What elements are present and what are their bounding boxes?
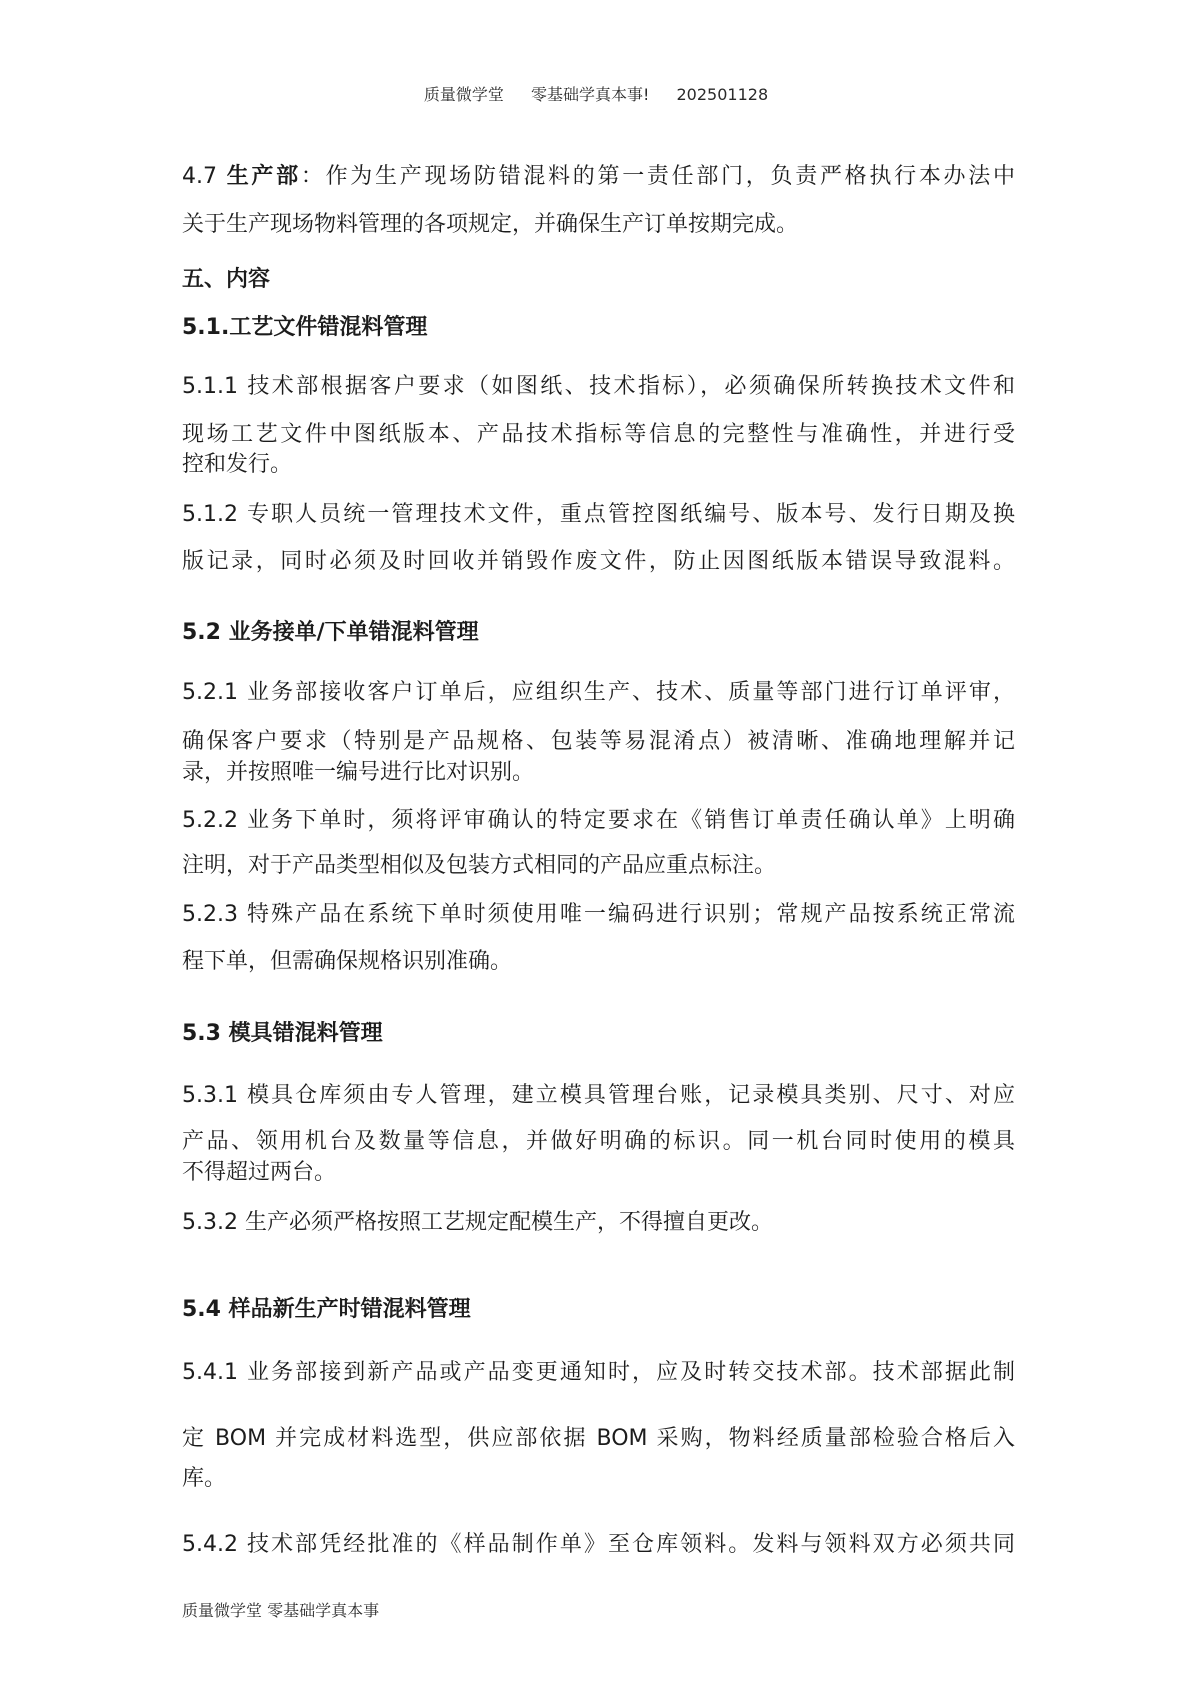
clause-5-1-1-line-3: 控和发行。 (182, 452, 293, 477)
header-code: 202501128 (676, 85, 769, 104)
clause-5-4-1-line-3: 库。 (182, 1466, 227, 1491)
clause-5-1-1-line-1: 5.1.1 技术部根据客户要求（如图纸、技术指标），必须确保所转换技术文件和 (182, 374, 1015, 399)
section-5-3-heading: 5.3 模具错混料管理 (182, 1021, 383, 1046)
header-slogan: 零基础学真本事! (530, 85, 650, 104)
clause-4-7-number: 4.7 (182, 164, 227, 189)
clause-5-3-1-line-1: 5.3.1 模具仓库须由专人管理，建立模具管理台账，记录模具类别、尺寸、对应 (182, 1083, 1015, 1108)
clause-5-1-1-line-2: 现场工艺文件中图纸版本、产品技术指标等信息的完整性与准确性，并进行受 (182, 422, 1015, 447)
header-brand: 质量微学堂 (423, 85, 504, 104)
section-5-1-heading: 5.1.工艺文件错混料管理 (182, 315, 428, 340)
clause-5-2-1-line-1: 5.2.1 业务部接收客户订单后，应组织生产、技术、质量等部门进行订单评审， (182, 680, 1015, 705)
clause-5-1-2-line-1: 5.1.2 专职人员统一管理技术文件，重点管控图纸编号、版本号、发行日期及换 (182, 502, 1015, 527)
section-5-heading: 五、内容 (182, 267, 271, 292)
clause-4-7-department: 生产部 (226, 164, 301, 189)
clause-5-2-1-line-2: 确保客户要求（特别是产品规格、包装等易混淆点）被清晰、准确地理解并记 (182, 729, 1015, 754)
page-header (0, 83, 1192, 107)
clause-5-2-3-line-2: 程下单，但需确保规格识别准确。 (182, 949, 513, 974)
clause-5-3-2-line-1: 5.3.2 生产必须严格按照工艺规定配模生产，不得擅自更改。 (182, 1210, 773, 1235)
clause-5-2-3-line-1: 5.2.3 特殊产品在系统下单时须使用唯一编码进行识别；常规产品按系统正常流 (182, 902, 1015, 927)
section-5-4-heading: 5.4 样品新生产时错混料管理 (182, 1297, 471, 1322)
clause-4-7-text: ：作为生产现场防错混料的第一责任部门，负责严格执行本办法中 (300, 164, 1015, 189)
clause-5-2-2-line-1: 5.2.2 业务下单时，须将评审确认的特定要求在《销售订单责任确认单》上明确 (182, 808, 1015, 833)
page-footer: 质量微学堂 零基础学真本事 (182, 1601, 380, 1620)
clause-5-1-2-line-2: 版记录，同时必须及时回收并销毁作废文件，防止因图纸版本错误导致混料。 (182, 549, 1015, 574)
clause-5-2-2-line-2: 注明，对于产品类型相似及包装方式相同的产品应重点标注。 (182, 853, 777, 878)
clause-5-4-1-line-1: 5.4.1 业务部接到新产品或产品变更通知时，应及时转交技术部。技术部据此制 (182, 1360, 1015, 1385)
clause-5-3-1-line-3: 不得超过两台。 (182, 1160, 337, 1185)
section-5-2-heading: 5.2 业务接单/下单错混料管理 (182, 620, 479, 645)
clause-5-3-1-line-2: 产品、领用机台及数量等信息，并做好明确的标识。同一机台同时使用的模具 (182, 1129, 1015, 1154)
clause-4-7-line-2: 关于生产现场物料管理的各项规定，并确保生产订单按期完成。 (182, 212, 799, 237)
clause-5-2-1-line-3: 录，并按照唯一编号进行比对识别。 (182, 760, 535, 785)
clause-5-4-1-line-2: 定 BOM 并完成材料选型，供应部依据 BOM 采购，物料经质量部检验合格后入 (182, 1426, 1015, 1451)
clause-4-7-line-1 (182, 162, 1015, 192)
clause-5-4-2-line-1: 5.4.2 技术部凭经批准的《样品制作单》至仓库领料。发料与领料双方必须共同 (182, 1532, 1015, 1557)
